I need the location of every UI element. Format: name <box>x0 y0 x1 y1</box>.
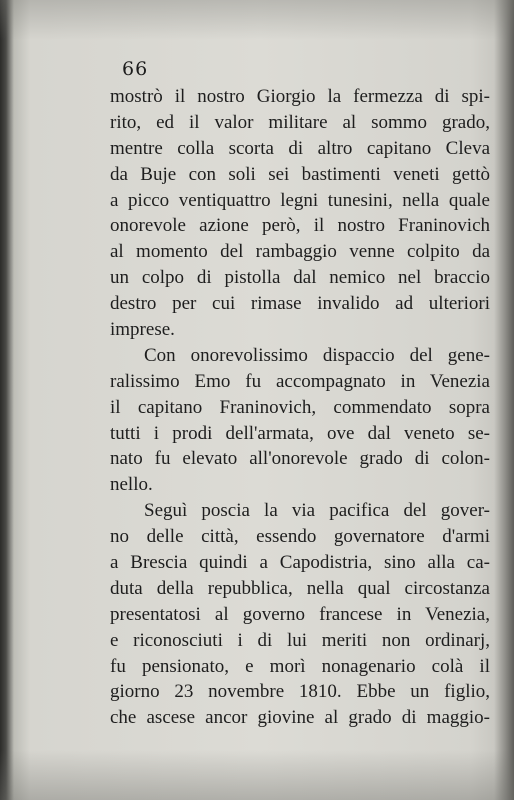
text-line: a Brescia quindi a Capodistria, sino alla ca- <box>110 552 490 574</box>
text-line: al momento del rambaggio venne colpito da <box>110 241 490 263</box>
text-line: il capitano Franinovich, commendato sopra <box>110 396 490 418</box>
text-line: destro per cui rimase invalido ad ulteriori <box>110 293 490 315</box>
page-top-shadow <box>0 0 514 40</box>
text-line: tutti i prodi dell'armata, ove dal veneto se- <box>110 422 490 444</box>
text-line: giorno 23 novembre 1810. Ebbe un figlio, <box>110 681 490 703</box>
text-line: mostrò il nostro Giorgio la fermezza di spi- <box>110 86 490 107</box>
text-line: presentatosi al governo francese in Venezia, <box>110 603 490 625</box>
text-line: a picco ventiquattro legni tunesini, nella quale <box>110 189 490 211</box>
text-line: che ascese ancor giovine al grado di maggio- <box>110 707 490 729</box>
text-line: fu pensionato, e morì nonagenario colà il <box>110 655 490 677</box>
text-line: no delle città, essendo governatore d'armi <box>110 526 490 548</box>
text-line: nato fu elevato all'onorevole grado di colon- <box>110 448 490 470</box>
text-line: onorevole azione però, il nostro Franinovich <box>110 215 490 237</box>
text-line: imprese. <box>110 319 175 341</box>
text-line: nello. <box>110 474 153 496</box>
body-text <box>110 84 490 731</box>
text-line: ralissimo Emo fu accompagnato in Venezia <box>110 370 490 392</box>
text-line: mentre colla scorta di altro capitano Cleva <box>110 137 490 159</box>
text-line: Con onorevolissimo dispaccio del gene- <box>144 344 490 366</box>
text-line: Seguì poscia la via pacifica del gover- <box>144 500 490 522</box>
text-line: rito, ed il valor militare al sommo grado, <box>110 111 490 133</box>
text-line: un colpo di pistolla dal nemico nel braccio <box>110 267 490 289</box>
text-line: e riconosciuti i di lui meriti non ordinarj, <box>110 629 490 651</box>
page-bottom-shadow <box>0 750 514 800</box>
text-line: da Buje con soli sei bastimenti veneti gettò <box>110 163 490 185</box>
text-line: duta della repubblica, nella qual circostanza <box>110 577 490 599</box>
page-number: 66 <box>122 58 149 80</box>
